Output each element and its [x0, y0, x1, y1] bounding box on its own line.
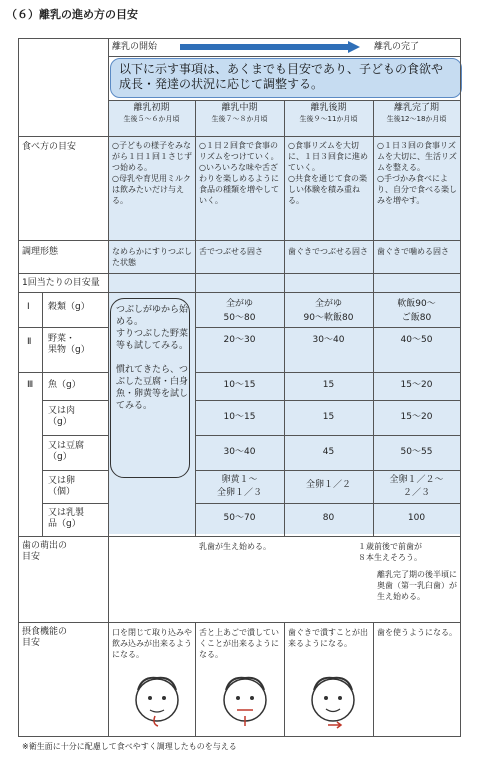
- stage-header-late: [284, 103, 373, 125]
- stage-age: 生後９〜11か月頃: [299, 115, 358, 123]
- stage-age: 生後７〜８か月頃: [211, 115, 268, 123]
- row-divider: [18, 372, 108, 373]
- progress-start-label: 離乳の開始: [112, 42, 158, 52]
- amount-egg-late: 全卵１／２: [305, 480, 351, 490]
- amount-tofu-mid: 30〜40: [223, 447, 256, 457]
- row-label-teeth: 歯の萌出の 目安: [22, 541, 68, 562]
- row-divider: [18, 622, 460, 623]
- row-divider: [18, 240, 460, 241]
- row-label-function: 摂食機能の 目安: [22, 627, 68, 648]
- column-divider: [195, 622, 196, 736]
- form-early: なめらかにすりつぶした状態: [112, 247, 192, 267]
- column-divider: [284, 622, 285, 736]
- eating-early: ○子どもの様子をみながら１日１回１さじずつ始める。 ○母乳や育児用ミルクは飲みたいだけ与える。: [112, 141, 192, 205]
- row-label-form: 調理形態: [22, 247, 59, 257]
- amount-meat-complete: 15〜20: [400, 412, 433, 422]
- item-name-dairy: 又は乳製 品（g）: [48, 508, 85, 529]
- amount-dairy-late: 80: [322, 513, 335, 523]
- amount-dairy-mid: 50〜70: [223, 513, 256, 523]
- row-label-amount: 1回当たりの目安量: [22, 278, 100, 288]
- amount-vegetables-mid: 20〜30: [223, 335, 256, 345]
- amount-fish-late: 15: [322, 380, 335, 390]
- table-border-left: [18, 38, 19, 736]
- row-divider: [18, 136, 460, 137]
- group-number: Ⅱ: [27, 337, 32, 347]
- table-border-bottom: [18, 736, 461, 737]
- item-name-tofu: 又は豆腐 （g）: [48, 441, 85, 462]
- column-divider: [108, 38, 109, 736]
- stage-name: 離乳中期: [221, 103, 258, 113]
- amount-tofu-late: 45: [322, 447, 335, 457]
- row-divider: [108, 100, 460, 101]
- item-name-fish: 魚（g）: [48, 380, 81, 390]
- row-divider: [42, 503, 108, 504]
- row-divider: [42, 435, 108, 436]
- row-divider: [195, 503, 460, 504]
- item-name-grains: 穀類（g）: [48, 302, 90, 312]
- progress-arrow: [180, 41, 360, 53]
- amount-egg-mid: 卵黄１〜 全卵１／３: [216, 475, 262, 498]
- column-divider: [373, 622, 374, 736]
- row-divider: [195, 327, 460, 328]
- item-name-vegetables: 野菜・ 果物（g）: [48, 334, 90, 355]
- function-early: 口を閉じて取り込みや飲み込みが出来るようになる。: [112, 628, 192, 659]
- amount-grains-late: 全がゆ 90〜軟飯80: [303, 299, 354, 323]
- notice-banner: [110, 58, 462, 98]
- row-divider: [18, 292, 460, 293]
- stage-age: 生後５〜６か月頃: [123, 115, 180, 123]
- amount-dairy-complete: 100: [407, 513, 426, 523]
- footnote: ※衛生面に十分に配慮して食べやすく調理したものを与える: [22, 742, 237, 751]
- amount-vegetables-complete: 40〜50: [400, 335, 433, 345]
- teeth-late: １歳前後で前歯が ８本生えそろう。: [358, 542, 422, 562]
- row-divider: [18, 536, 460, 537]
- teeth-mid: 乳歯が生え始める。: [199, 542, 271, 551]
- column-divider: [42, 292, 43, 536]
- stage-header-complete: [373, 103, 460, 125]
- function-mid: 舌と上あごで潰していくことが出来るようになる。: [199, 628, 279, 659]
- stage-age: 生後12〜18か月頃: [386, 115, 447, 123]
- row-label-eating: 食べ方の目安: [22, 142, 77, 152]
- amount-fish-mid: 10〜15: [223, 380, 256, 390]
- row-divider: [195, 470, 460, 471]
- stage-name: 離乳初期: [133, 103, 170, 113]
- form-mid: 舌でつぶせる固さ: [199, 247, 263, 256]
- teeth-complete: 離乳完了期の後半頃に奥歯（第一乳臼歯）が生え始める。: [377, 570, 457, 601]
- progress-end-label: 離乳の完了: [374, 42, 420, 52]
- amount-grains-complete: 軟飯90〜 ご飯80: [397, 299, 436, 323]
- stage-name: 離乳完了期: [393, 103, 439, 113]
- stage-name: 離乳後期: [310, 103, 347, 113]
- function-complete: 歯を使うようになる。: [377, 628, 457, 637]
- amount-vegetables-late: 30〜40: [312, 335, 345, 345]
- form-complete: 歯ぐきで噛める固さ: [377, 247, 449, 256]
- row-divider: [18, 273, 460, 274]
- item-name-egg: 又は卵 （個）: [48, 476, 76, 497]
- eating-late: ○食事リズムを大切に、１日３回食に進めていく。 ○共食を通じて食の楽しい体験を積み重ねる。: [288, 141, 368, 205]
- baby-face-early-illustration: [132, 672, 182, 732]
- amount-meat-mid: 10〜15: [223, 412, 256, 422]
- notice-banner-text: 以下に示す事項は、あくまでも目安であり、子どもの食欲や成長・発達の状況に応じて調整する。: [119, 62, 444, 91]
- baby-face-mid-illustration: [220, 672, 270, 732]
- early-stage-note: つぶしがゆから始める。 すりつぶした野菜等も試してみる。 慣れてきたら、つぶした豆腐・白身魚・卵黄等を試してみる。: [116, 305, 189, 411]
- table-border-top: [18, 38, 460, 39]
- baby-face-late-illustration: [308, 672, 358, 732]
- eating-mid: ○１日２回食で食事のリズムをつけていく。 ○いろいろな味や舌ざわりを楽しめるように食品の種類を増やしていく。: [199, 141, 279, 205]
- item-name-meat: 又は肉 （g）: [48, 406, 76, 427]
- group-number: Ⅰ: [27, 302, 30, 312]
- form-late: 歯ぐきでつぶせる固さ: [288, 247, 368, 256]
- amount-grains-mid: 全がゆ 50〜80: [223, 299, 256, 323]
- function-late: 歯ぐきで潰すことが出来るようになる。: [288, 628, 368, 648]
- row-divider: [108, 56, 460, 57]
- page-title: （６）離乳の進め方の目安: [6, 8, 138, 21]
- stage-header-early: [108, 103, 195, 125]
- row-divider: [42, 400, 108, 401]
- row-divider: [195, 435, 460, 436]
- amount-egg-complete: 全卵１／２〜 ２／３: [389, 475, 444, 498]
- amount-tofu-complete: 50〜55: [400, 447, 433, 457]
- row-divider: [195, 400, 460, 401]
- table-border-right: [460, 38, 461, 736]
- row-divider: [42, 470, 108, 471]
- row-divider: [18, 327, 108, 328]
- eating-complete: ○１日３回の食事リズムを大切に、生活リズムを整える。 ○手づかみ食べにより、自分で食べる楽しみを増やす。: [377, 141, 457, 205]
- row-divider: [195, 372, 460, 373]
- group-number: Ⅲ: [27, 380, 34, 390]
- amount-meat-late: 15: [322, 412, 335, 422]
- amount-fish-complete: 15〜20: [400, 380, 433, 390]
- stage-header-mid: [195, 103, 284, 125]
